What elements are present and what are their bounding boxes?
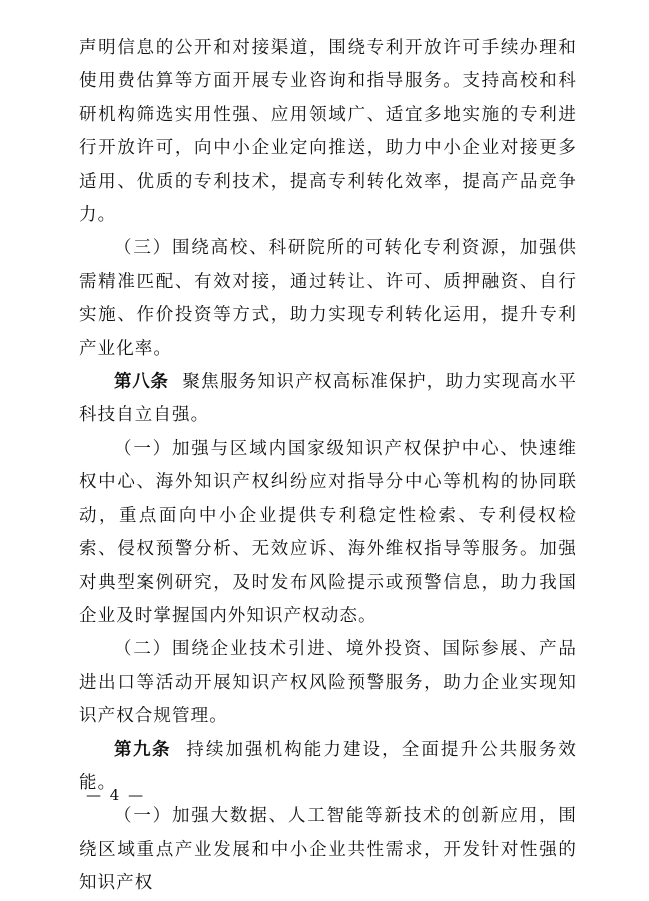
- document-body: [79, 32, 577, 901]
- page-number: — 4 —: [86, 786, 146, 804]
- article-9-text: 持续加强机构能力建设，全面提升公共服务效能。: [79, 739, 578, 793]
- paragraph-article-8-item-1: （一）加强与区域内国家级知识产权保护中心、快速维权中心、海外知识产权纠纷应对指导分中心等机构的协同联动，重点面向中小企业提供专利稳定性检索、专利侵权检索、侵权预警分析、无效应诉、海外维权指导等服务。加强对典型案例研究，及时发布风险提示或预警信息，助力我国企业及时掌握国内外知识产权动态。: [79, 438, 577, 626]
- paragraph-item-3: （三）围绕高校、科研院所的可转化专利资源，加强供需精准匹配、有效对接，通过转让、许可、质押融资、自行实施、作价投资等方式，助力实现专利转化运用，提升专利产业化率。: [79, 238, 577, 359]
- article-9-heading: 第九条: [114, 739, 171, 760]
- article-8: [79, 366, 577, 433]
- paragraph-article-8-item-2: （二）围绕企业技术引进、境外投资、国际参展、产品进出口等活动开展知识产权风险预警服务，助力企业实现知识产权合规管理。: [79, 639, 577, 727]
- paragraph-article-9-item-1: （一）加强大数据、人工智能等新技术的创新应用，围绕区域重点产业发展和中小企业共性需求，开发针对性强的知识产权: [79, 806, 577, 894]
- paragraph-continuation: 声明信息的公开和对接渠道，围绕专利开放许可手续办理和使用费估算等方面开展专业咨询和指导服务。支持高校和科研机构筛选实用性强、应用领域广、适宜多地实施的专利进行开放许可，向中小企业定向推送，助力中小企业对接更多适用、优质的专利技术，提高专利转化效率，提高产品竞争力。: [79, 38, 577, 226]
- article-9: [79, 734, 577, 801]
- article-8-heading: 第八条: [114, 372, 169, 393]
- article-8-text: 聚焦服务知识产权高标准保护，助力实现高水平科技自立自强。: [79, 372, 577, 426]
